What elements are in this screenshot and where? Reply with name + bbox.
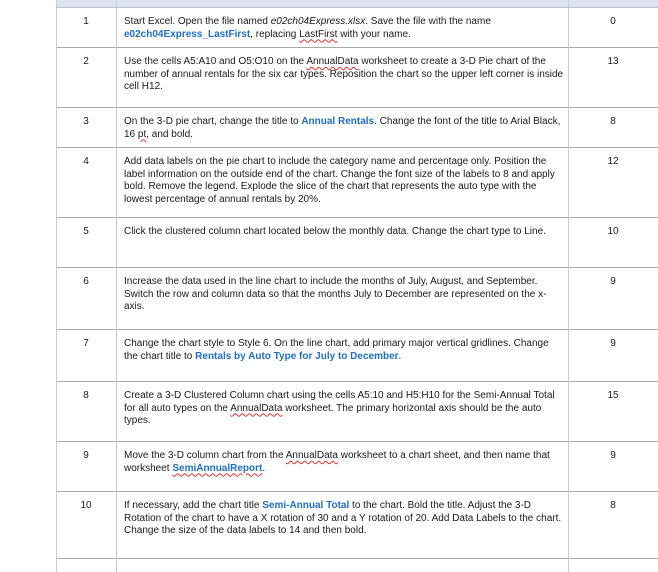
column-divider xyxy=(568,0,569,572)
instruction-text: Change the chart style to Style 6. On the line chart, add primary major vertical gridlines. Change the chart title to xyxy=(124,338,549,362)
points-value: 9 xyxy=(610,276,616,287)
instruction-text: . Change the font of the title to Arial Black, 16 xyxy=(124,116,561,140)
instruction-text: Add data labels on the pie chart to include the category name and percentage only. Position the label information on the outside end of the chart. Change the font size of the labels to 8 and apply bold. Remove the legend. Explode the slice of the chart that represents the auto type with the lowest percentage of annual rentals by 20%. xyxy=(124,156,555,205)
column-divider xyxy=(116,0,117,572)
step-instruction xyxy=(124,56,564,94)
instruction-text: . xyxy=(262,462,266,474)
instruction-text: LastFirst xyxy=(299,28,338,40)
instruction-text: , and bold. xyxy=(146,128,193,140)
instruction-text: e02ch04Express.xlsx xyxy=(270,16,366,27)
step-number: 3 xyxy=(83,116,89,127)
step-instruction xyxy=(124,500,564,538)
instruction-text: to the chart. Bold the title. Adjust the 3-D Rotation of the chart to have a X rotation of 30 and a Y rotation of 20. Add Data Labels to the chart. Change the size of the data labels to 14 and then bold. xyxy=(124,500,562,536)
instruction-text: On the 3-D pie chart, change the title to xyxy=(124,116,302,127)
step-instruction xyxy=(124,338,564,363)
instruction-text: AnnualData xyxy=(285,450,338,461)
points-value: 9 xyxy=(610,338,616,349)
column-divider xyxy=(56,0,57,572)
step-number: 10 xyxy=(80,500,92,511)
instruction-text: pt xyxy=(137,128,147,140)
instruction-text: with your name. xyxy=(337,28,411,40)
instruction-text: Click the clustered column chart located below the monthly data. Change the chart type to Line. xyxy=(124,226,546,237)
instruction-text: Move the 3-D column chart from the xyxy=(124,450,286,461)
step-number: 1 xyxy=(83,16,89,27)
step-instruction xyxy=(124,276,564,314)
instruction-text: . Save the file with the name xyxy=(365,16,491,27)
instruction-text: AnnualData xyxy=(230,402,283,414)
instruction-text: worksheet to create a 3-D Pie chart of the number of annual rentals for the six car types. Reposition the chart so the upper left corner is inside cell H12. xyxy=(124,56,564,92)
step-instruction xyxy=(124,156,564,206)
instruction-text: worksheet. The primary horizontal axis should be the auto types. xyxy=(124,402,542,426)
step-number: 5 xyxy=(83,226,89,237)
instruction-text: . xyxy=(398,350,402,362)
step-instruction xyxy=(124,390,564,428)
points-value: 8 xyxy=(610,116,616,127)
instruction-text: AnnualData xyxy=(306,56,359,67)
step-instruction xyxy=(124,16,564,41)
step-number: 2 xyxy=(83,56,89,67)
step-instruction xyxy=(124,226,564,239)
step-number: 9 xyxy=(83,450,89,461)
step-number: 8 xyxy=(83,390,89,401)
step-number: 4 xyxy=(83,156,89,167)
instruction-text: Semi-Annual Total xyxy=(262,500,350,511)
points-value: 9 xyxy=(610,450,616,461)
points-value: 15 xyxy=(607,390,619,401)
step-instruction xyxy=(124,450,564,475)
instruction-text: , replacing xyxy=(250,28,300,40)
points-value: 12 xyxy=(607,156,619,167)
points-value: 0 xyxy=(610,16,616,27)
instruction-text: Start Excel. Open the file named xyxy=(124,16,271,27)
points-value: 13 xyxy=(607,56,619,67)
points-value: 8 xyxy=(610,500,616,511)
step-number: 7 xyxy=(83,338,89,349)
instruction-text: Annual Rentals xyxy=(301,116,375,127)
instruction-text: Rentals by Auto Type for July to December xyxy=(195,350,399,362)
instruction-text: If necessary, add the chart title xyxy=(124,500,263,511)
step-number: 6 xyxy=(83,276,89,287)
instruction-text: e02ch04Express_LastFirst xyxy=(124,28,251,40)
instruction-text: SemiAnnualReport xyxy=(172,462,263,474)
instruction-text: Use the cells A5:A10 and O5:O10 on the xyxy=(124,56,307,67)
points-value: 10 xyxy=(607,226,619,237)
instruction-text: worksheet to a chart sheet, and then name that worksheet xyxy=(124,450,550,474)
instruction-text: Increase the data used in the line chart to include the months of July, August, and September. Switch the row and column data so that the months July to December are represented on the x-axis. xyxy=(124,276,547,312)
instruction-text: Create a 3-D Clustered Column chart using the cells A5:10 and H5:H10 for the Semi-Annual Total for all auto types on the xyxy=(124,390,555,414)
step-instruction xyxy=(124,116,564,141)
